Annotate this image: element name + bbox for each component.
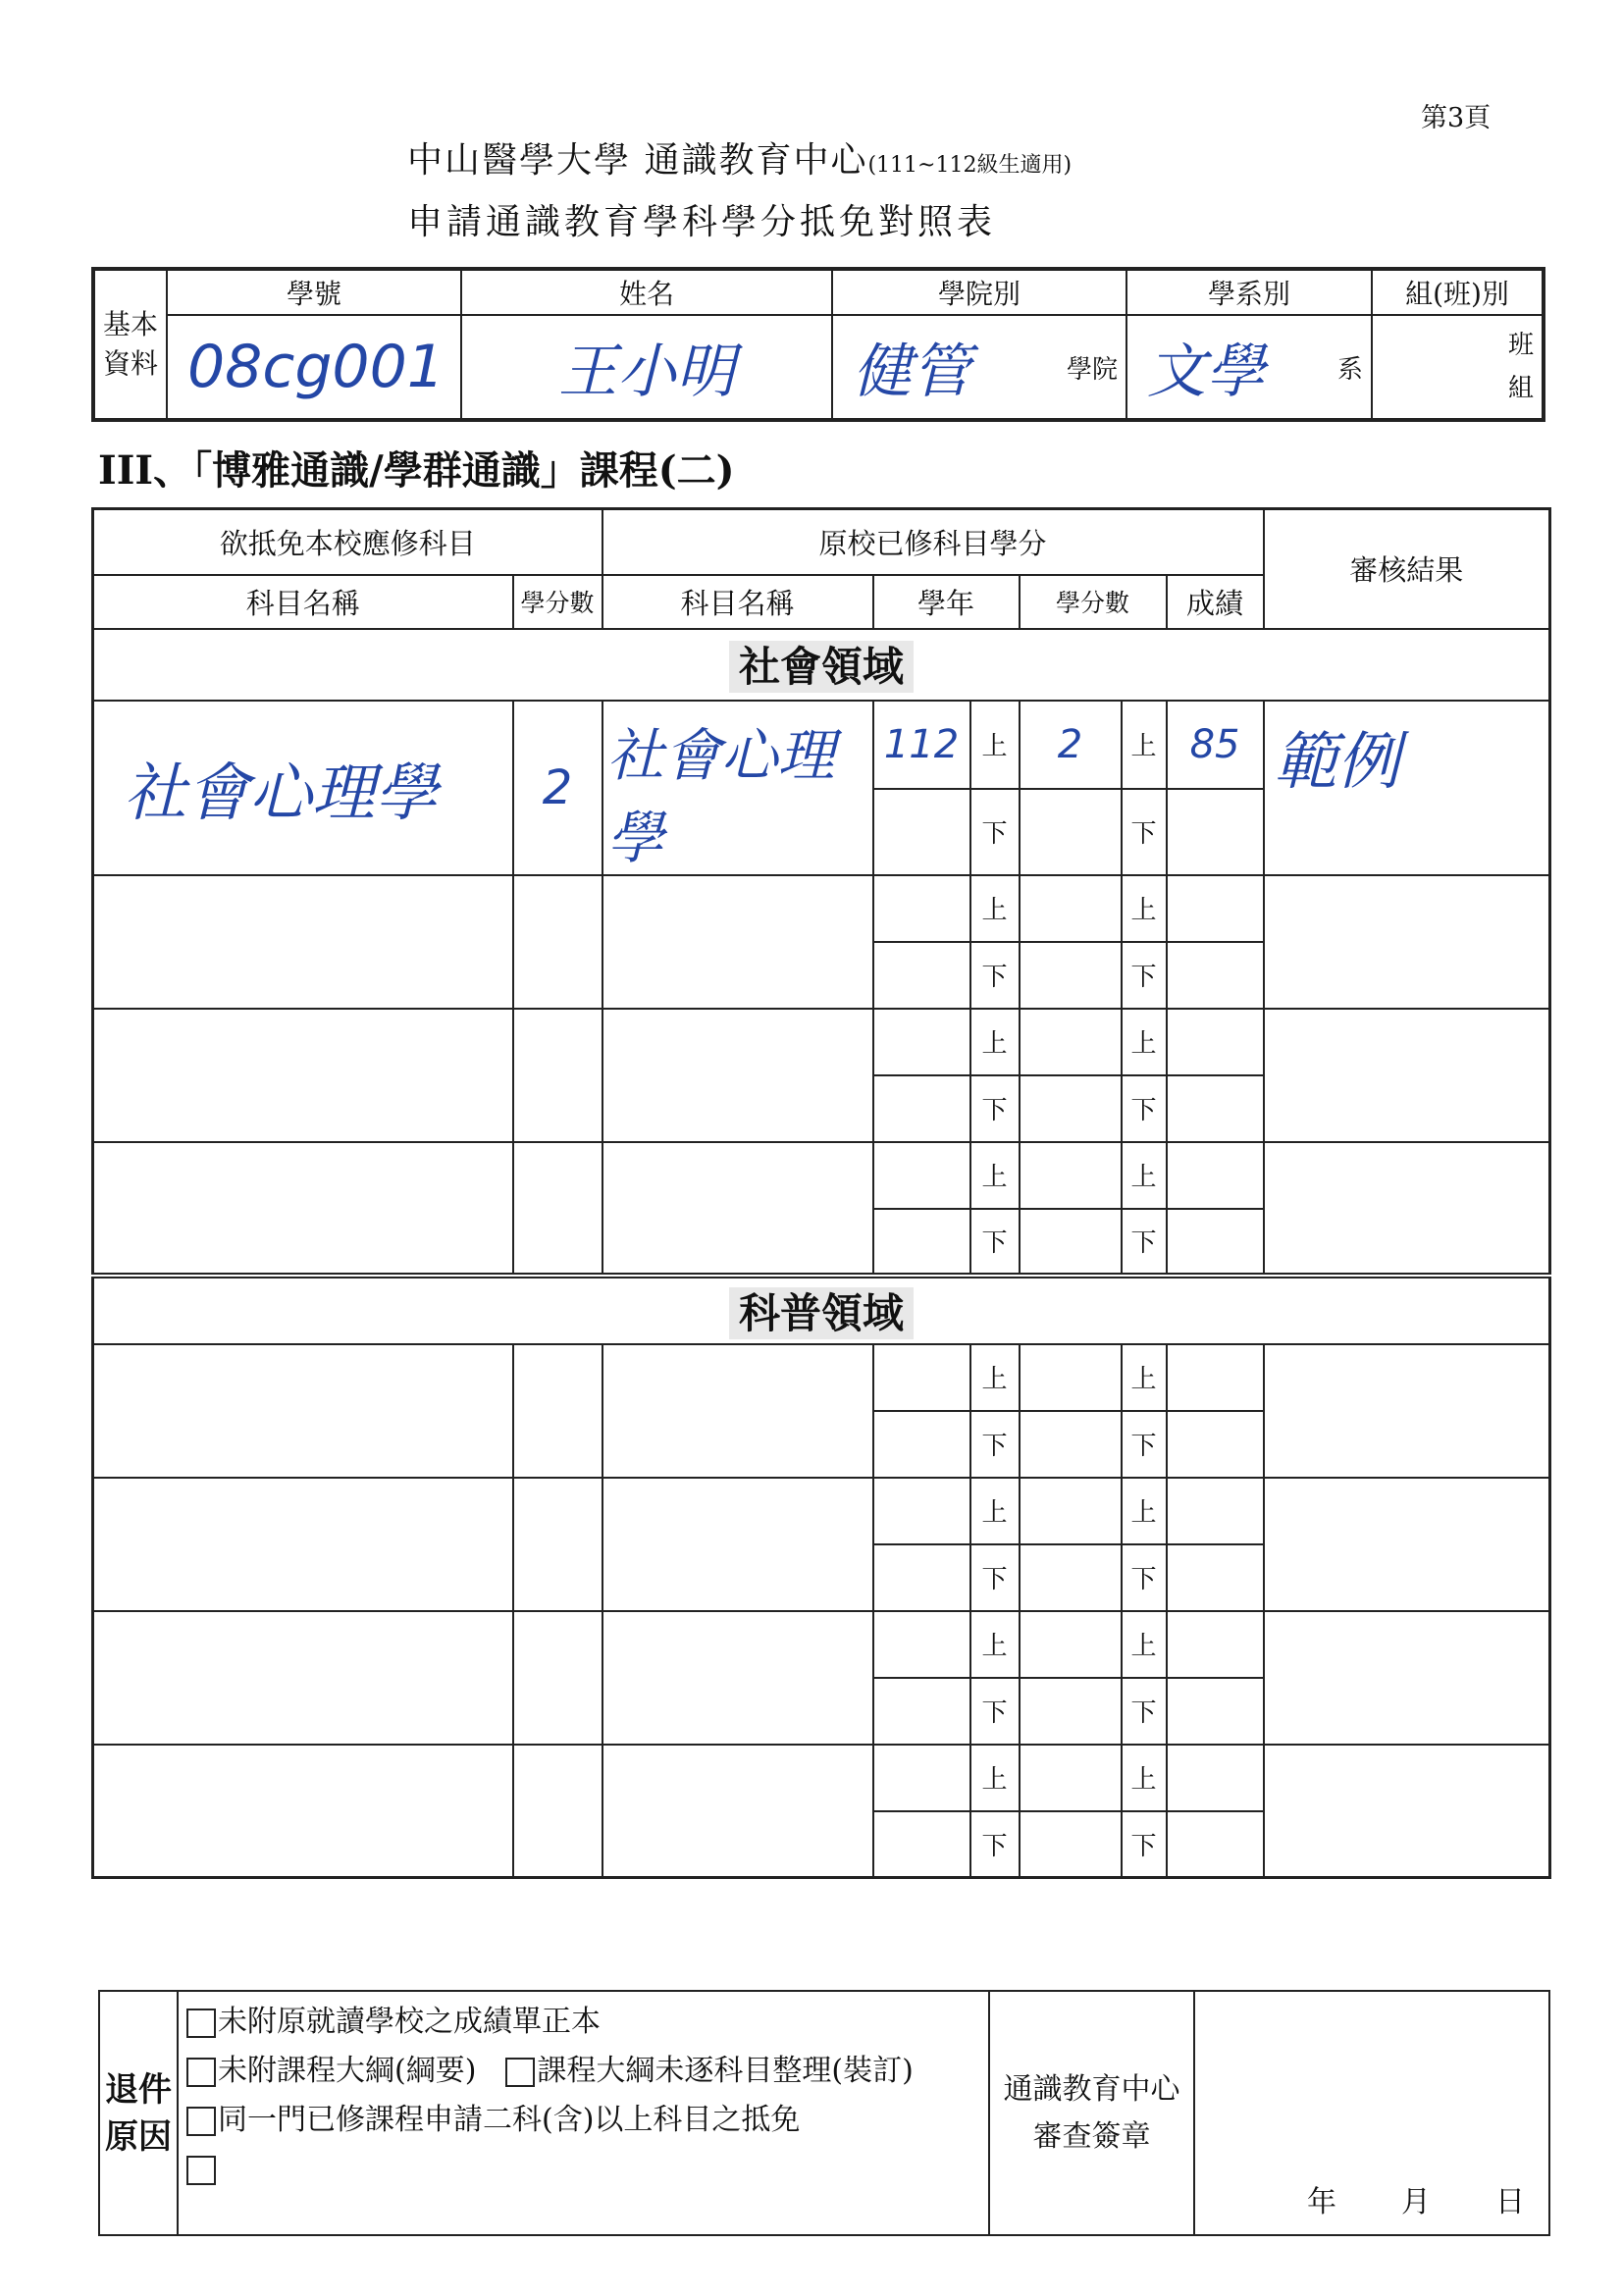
term-lower-label: 下: [1122, 1411, 1167, 1478]
year-lower-cell[interactable]: [873, 1544, 970, 1611]
orig-credits-lower-cell[interactable]: [1020, 1209, 1122, 1276]
result-cell[interactable]: 範例: [1264, 701, 1550, 875]
page-number: 第3頁: [1421, 103, 1492, 133]
group-header-original: 原校已修科目學分: [602, 509, 1264, 575]
subject-cell[interactable]: [93, 1745, 513, 1878]
department-value: 文學: [1147, 338, 1265, 407]
credit-waiver-table: [91, 507, 1551, 1879]
form-title-line1: [407, 132, 1072, 183]
year-lower-cell[interactable]: [873, 1811, 970, 1878]
year-cell[interactable]: [873, 1611, 970, 1678]
class-suffix: 班: [1507, 331, 1534, 361]
checkbox-icon[interactable]: [505, 2058, 535, 2087]
year-lower-cell[interactable]: [873, 1678, 970, 1745]
grade-cell[interactable]: [1167, 1009, 1264, 1075]
credits-cell[interactable]: [513, 1009, 602, 1142]
term-upper-label: 上: [970, 1611, 1020, 1678]
orig-credits-cell[interactable]: [1020, 1009, 1122, 1075]
student-id-field[interactable]: 08cg001: [167, 315, 461, 420]
orig-subject-cell[interactable]: [602, 1142, 873, 1276]
checkbox-icon[interactable]: [186, 2009, 216, 2038]
term-lower-label: 下: [1122, 1811, 1167, 1878]
term-lower-label: 下: [1122, 942, 1167, 1009]
result-cell[interactable]: [1264, 1142, 1550, 1276]
orig-subject-cell[interactable]: [602, 1745, 873, 1878]
grade-cell[interactable]: [1167, 1745, 1264, 1811]
table-row: [93, 1478, 1550, 1544]
signature-label: 通識教育中心 審查簽章: [989, 1991, 1194, 2235]
grade-cell[interactable]: [1167, 1344, 1264, 1411]
header-name: 姓名: [461, 269, 832, 315]
term-lower-label: 下: [1122, 1544, 1167, 1611]
rejection-table: [98, 1990, 1550, 2236]
name-field[interactable]: 王小明: [461, 315, 832, 420]
subject-cell[interactable]: [93, 1478, 513, 1611]
orig-credits-lower-cell[interactable]: [1020, 789, 1122, 875]
term-upper-label: 上: [1122, 1344, 1167, 1411]
orig-subject-cell[interactable]: [602, 1611, 873, 1745]
result-cell[interactable]: [1264, 1478, 1550, 1611]
reason-option-1[interactable]: 未附原就讀學校之成績單正本: [179, 1998, 988, 2047]
term-lower-label: 下: [970, 789, 1020, 875]
grade-cell[interactable]: [1167, 1142, 1264, 1209]
checkbox-icon[interactable]: [186, 2058, 216, 2087]
col-year: 學年: [873, 575, 1020, 629]
orig-subject-cell[interactable]: [602, 875, 873, 1009]
grade-lower-cell[interactable]: [1167, 1811, 1264, 1878]
term-upper-label: 上: [970, 1009, 1020, 1075]
department-field[interactable]: [1126, 315, 1372, 420]
term-lower-label: 下: [970, 1075, 1020, 1142]
result-cell[interactable]: [1264, 1344, 1550, 1478]
section-title: III、「博雅通識/學群通識」課程(二): [98, 447, 735, 494]
col-orig-credits: 學分數: [1020, 575, 1167, 629]
reason-option-other[interactable]: [179, 2145, 988, 2194]
credits-cell[interactable]: [513, 1478, 602, 1611]
table-row: [93, 1611, 1550, 1678]
year-cell[interactable]: [873, 1344, 970, 1411]
table-row: [93, 1009, 1550, 1075]
rejection-label: 退件 原因: [99, 1991, 178, 2235]
date-year: 年: [1307, 2185, 1336, 2219]
orig-subject-cell[interactable]: 社會心理學: [602, 701, 873, 875]
date-day: 日: [1495, 2185, 1525, 2219]
orig-credits-lower-cell[interactable]: [1020, 942, 1122, 1009]
reason-option-2[interactable]: 未附課程大綱(綱要) 課程大綱未逐科目整理(裝訂): [179, 2047, 988, 2096]
header-college: 學院別: [832, 269, 1126, 315]
table-row: [93, 1344, 1550, 1411]
term-lower-label: 下: [1122, 1209, 1167, 1276]
term-upper-label: 上: [970, 875, 1020, 942]
checkbox-icon[interactable]: [186, 2156, 216, 2185]
subject-cell[interactable]: [93, 1611, 513, 1745]
year-cell[interactable]: [873, 1478, 970, 1544]
orig-subject-cell[interactable]: [602, 1478, 873, 1611]
grade-lower-cell[interactable]: [1167, 942, 1264, 1009]
col-orig-subject: 科目名稱: [602, 575, 873, 629]
credits-cell[interactable]: [513, 1344, 602, 1478]
grade-lower-cell[interactable]: [1167, 1075, 1264, 1142]
year-cell[interactable]: [873, 1142, 970, 1209]
term-upper-label: 上: [970, 1745, 1020, 1811]
table-row: [93, 1745, 1550, 1811]
term-upper-label: 上: [1122, 701, 1167, 789]
basic-info-table: [91, 267, 1545, 422]
grade-cell[interactable]: [1167, 1478, 1264, 1544]
year-lower-cell[interactable]: [873, 942, 970, 1009]
grade-lower-cell[interactable]: [1167, 1678, 1264, 1745]
term-upper-label: 上: [970, 701, 1020, 789]
college-field[interactable]: [832, 315, 1126, 420]
term-lower-label: 下: [1122, 789, 1167, 875]
grade-cell[interactable]: [1167, 875, 1264, 942]
grade-cell[interactable]: [1167, 1611, 1264, 1678]
year-cell[interactable]: [873, 1009, 970, 1075]
header-student-id: 學號: [167, 269, 461, 315]
credits-cell[interactable]: [513, 1611, 602, 1745]
orig-credits-lower-cell[interactable]: [1020, 1544, 1122, 1611]
applicable-cohort-note: (111~112級生適用): [867, 153, 1073, 178]
orig-credits-cell[interactable]: [1020, 1611, 1122, 1678]
group-suffix: 組: [1507, 374, 1534, 404]
orig-credits-cell[interactable]: [1020, 1344, 1122, 1411]
year-lower-cell[interactable]: [873, 1075, 970, 1142]
term-upper-label: 上: [970, 1344, 1020, 1411]
class-field[interactable]: [1372, 315, 1544, 420]
year-cell[interactable]: [873, 1745, 970, 1811]
term-lower-label: 下: [970, 1811, 1020, 1878]
term-upper-label: 上: [970, 1478, 1020, 1544]
result-cell[interactable]: [1264, 1745, 1550, 1878]
orig-subject-cell[interactable]: [602, 1344, 873, 1478]
table-row: [93, 1142, 1550, 1209]
term-upper-label: 上: [1122, 1478, 1167, 1544]
checkbox-icon[interactable]: [186, 2107, 216, 2136]
group-header-result: 審核結果: [1264, 509, 1550, 629]
credits-cell[interactable]: [513, 875, 602, 1009]
orig-credits-cell[interactable]: [1020, 1745, 1122, 1811]
table-row: [93, 701, 1550, 789]
header-department: 學系別: [1126, 269, 1372, 315]
orig-credits-lower-cell[interactable]: [1020, 1411, 1122, 1478]
term-lower-label: 下: [970, 942, 1020, 1009]
grade-lower-cell[interactable]: [1167, 1209, 1264, 1276]
date-month: 月: [1401, 2185, 1431, 2219]
table-row: [93, 875, 1550, 942]
orig-credits-lower-cell[interactable]: [1020, 1075, 1122, 1142]
college-suffix: 學院: [1066, 354, 1118, 385]
year-lower-cell[interactable]: [873, 1411, 970, 1478]
rejection-options: [178, 1991, 989, 2235]
term-lower-label: 下: [970, 1411, 1020, 1478]
grade-lower-cell[interactable]: [1167, 1411, 1264, 1478]
year-cell[interactable]: 112: [873, 701, 970, 789]
reason-option-3[interactable]: 同一門已修課程申請二科(含)以上科目之抵免: [179, 2096, 988, 2145]
header-class: 組(班)別: [1372, 269, 1544, 315]
orig-credits-lower-cell[interactable]: [1020, 1811, 1122, 1878]
term-upper-label: 上: [1122, 1009, 1167, 1075]
subject-cell[interactable]: 社會心理學: [93, 701, 513, 875]
credits-cell[interactable]: [513, 1745, 602, 1878]
term-upper-label: 上: [1122, 875, 1167, 942]
grade-lower-cell[interactable]: [1167, 1544, 1264, 1611]
basic-info-label: 基本 資料: [93, 269, 167, 420]
year-cell[interactable]: [873, 875, 970, 942]
year-lower-cell[interactable]: [873, 1209, 970, 1276]
orig-credits-cell[interactable]: [1020, 1142, 1122, 1209]
col-subject: 科目名稱: [93, 575, 513, 629]
orig-credits-cell[interactable]: [1020, 1478, 1122, 1544]
signature-field[interactable]: [1194, 1991, 1549, 2235]
department-suffix: 系: [1336, 354, 1363, 385]
term-upper-label: 上: [1122, 1611, 1167, 1678]
orig-subject-cell[interactable]: [602, 1009, 873, 1142]
grade-lower-cell[interactable]: [1167, 789, 1264, 875]
form-title-line2: 申請通識教育學科學分抵免對照表: [407, 202, 997, 242]
year-lower-cell[interactable]: [873, 789, 970, 875]
result-cell[interactable]: [1264, 1009, 1550, 1142]
credits-cell[interactable]: 2: [513, 701, 602, 875]
term-lower-label: 下: [970, 1209, 1020, 1276]
result-cell[interactable]: [1264, 875, 1550, 1009]
subject-cell[interactable]: [93, 875, 513, 1009]
term-upper-label: 上: [1122, 1745, 1167, 1811]
subject-cell[interactable]: [93, 1142, 513, 1276]
orig-credits-cell[interactable]: 2: [1020, 701, 1122, 789]
term-upper-label: 上: [970, 1142, 1020, 1209]
orig-credits-cell[interactable]: [1020, 875, 1122, 942]
col-grade: 成績: [1167, 575, 1264, 629]
grade-cell[interactable]: 85: [1167, 701, 1264, 789]
term-lower-label: 下: [1122, 1075, 1167, 1142]
orig-credits-lower-cell[interactable]: [1020, 1678, 1122, 1745]
credits-cell[interactable]: [513, 1142, 602, 1276]
domain-header: 科普領域: [93, 1276, 1550, 1344]
group-header-target: 欲抵免本校應修科目: [93, 509, 602, 575]
result-cell[interactable]: [1264, 1611, 1550, 1745]
subject-cell[interactable]: [93, 1344, 513, 1478]
institution-title: 中山醫學大學 通識教育中心: [407, 140, 868, 181]
college-value: 健管: [853, 338, 970, 407]
col-credits: 學分數: [513, 575, 602, 629]
subject-cell[interactable]: [93, 1009, 513, 1142]
term-lower-label: 下: [1122, 1678, 1167, 1745]
term-lower-label: 下: [970, 1678, 1020, 1745]
domain-header: 社會領域: [93, 629, 1550, 701]
term-upper-label: 上: [1122, 1142, 1167, 1209]
term-lower-label: 下: [970, 1544, 1020, 1611]
